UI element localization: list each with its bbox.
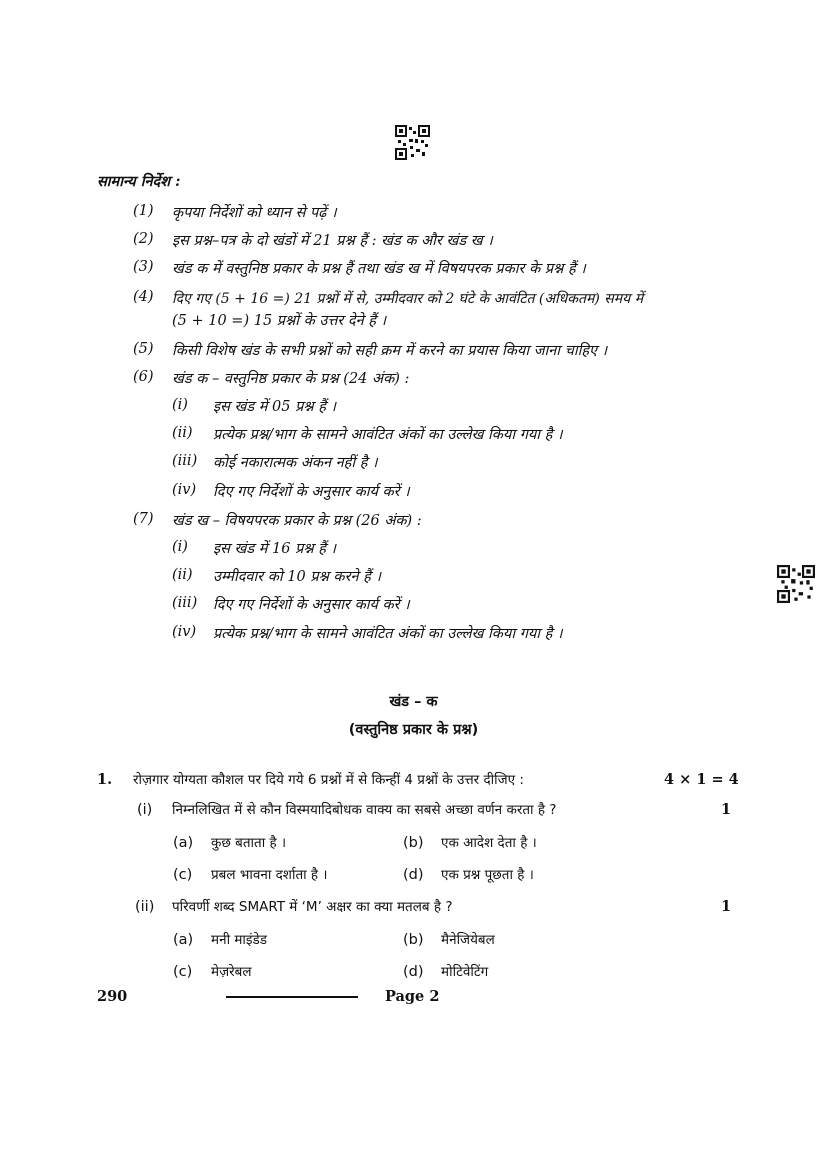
sub-instruction-number: (i): [172, 539, 188, 555]
option-label: (a): [173, 835, 194, 851]
part-number: (ii): [135, 899, 155, 915]
option-label: (d): [403, 867, 424, 883]
option-label: (c): [173, 867, 193, 883]
option-label: (b): [403, 932, 424, 948]
part-text: निम्नलिखित में से कौन विस्मयादिबोधक वाक्य का सबसे अच्छा वर्णन करता है ?: [172, 802, 557, 818]
instruction-number: (2): [133, 231, 154, 247]
question-marks: 4 × 1 = 4: [664, 771, 739, 788]
sub-instruction-text: प्रत्येक प्रश्न/भाग के सामने आवंटित अंकों का उल्लेख किया गया है ।: [213, 427, 563, 443]
sub-instruction-text: इस खंड में 05 प्रश्न हैं ।: [213, 399, 337, 415]
page-number: Page 2: [385, 988, 440, 1005]
instructions-heading: सामान्य निर्देश :: [97, 173, 181, 190]
option-text: कुछ बताता है ।: [211, 835, 287, 851]
part-number: (i): [137, 802, 153, 818]
part-marks: 1: [721, 801, 732, 818]
option-label: (b): [403, 835, 424, 851]
question-text: रोज़गार योग्यता कौशल पर दिये गये 6 प्रश्नों में से किन्हीं 4 प्रश्नों के उत्तर दीजिए :: [133, 772, 524, 788]
sub-instruction-text: दिए गए निर्देशों के अनुसार कार्य करें ।: [213, 484, 410, 500]
instruction-number: (3): [133, 259, 154, 275]
instruction-text-continued: (5 + 10 =) 15 प्रश्नों के उत्तर देने हैं ।: [172, 313, 387, 329]
instruction-text: खंड क में वस्तुनिष्ठ प्रकार के प्रश्न हैं तथा खंड ख में विषयपरक प्रकार के प्रश्न हैं ।: [172, 261, 586, 277]
sub-instruction-number: (iii): [172, 595, 198, 611]
paper-code: 290: [97, 988, 128, 1005]
sub-instruction-text: कोई नकारात्मक अंकन नहीं है ।: [213, 455, 378, 471]
option-text: मेज़रेबल: [211, 964, 252, 980]
instruction-text: दिए गए (5 + 16 =) 21 प्रश्नों में से, उम्मीदवार को 2 घंटे के आवंटित (अधिकतम) समय में: [172, 291, 644, 307]
option-text: एक आदेश देता है ।: [441, 835, 537, 851]
instruction-text: खंड ख – विषयपरक प्रकार के प्रश्न (26 अंक) :: [172, 513, 422, 529]
option-text: मनी माइंडेड: [211, 932, 267, 948]
instruction-text: खंड क – वस्तुनिष्ठ प्रकार के प्रश्न (24 अंक) :: [172, 371, 410, 387]
instruction-text: कृपया निर्देशों को ध्यान से पढ़ें ।: [172, 205, 337, 221]
option-label: (c): [173, 964, 193, 980]
part-marks: 1: [721, 898, 732, 915]
question-number: 1.: [97, 771, 113, 788]
option-text: मैनेजियेबल: [441, 932, 495, 948]
sub-instruction-text: उम्मीदवार को 10 प्रश्न करने हैं ।: [213, 569, 381, 585]
qr-code-top-icon: [395, 125, 430, 160]
option-text: प्रबल भावना दर्शाता है ।: [211, 867, 328, 883]
instruction-number: (5): [133, 341, 154, 357]
instruction-number: (1): [133, 203, 154, 219]
section-subtitle: (वस्तुनिष्ठ प्रकार के प्रश्न): [348, 722, 479, 738]
sub-instruction-number: (ii): [172, 425, 193, 441]
sub-instruction-number: (iv): [172, 482, 197, 498]
section-title: खंड – क: [389, 694, 438, 710]
sub-instruction-number: (iii): [172, 453, 198, 469]
option-text: एक प्रश्न पूछता है ।: [441, 867, 534, 883]
part-text: परिवर्णी शब्द SMART में ‘M’ अक्षर का क्या मतलब है ?: [172, 899, 453, 915]
option-label: (a): [173, 932, 194, 948]
instruction-text: किसी विशेष खंड के सभी प्रश्नों को सही क्रम में करने का प्रयास किया जाना चाहिए ।: [172, 343, 608, 359]
option-label: (d): [403, 964, 424, 980]
option-text: मोटिवेटिंग: [441, 964, 489, 980]
qr-code-side-icon: [777, 565, 815, 603]
sub-instruction-text: प्रत्येक प्रश्न/भाग के सामने आवंटित अंकों का उल्लेख किया गया है ।: [213, 626, 563, 642]
footer-rule: [226, 996, 358, 998]
instruction-number: (4): [133, 289, 154, 305]
sub-instruction-number: (ii): [172, 567, 193, 583]
sub-instruction-text: इस खंड में 16 प्रश्न हैं ।: [213, 541, 337, 557]
sub-instruction-number: (iv): [172, 624, 197, 640]
instruction-text: इस प्रश्न–पत्र के दो खंडों में 21 प्रश्न हैं : खंड क और खंड ख ।: [172, 233, 493, 249]
instruction-number: (7): [133, 511, 154, 527]
instruction-number: (6): [133, 369, 154, 385]
sub-instruction-number: (i): [172, 397, 188, 413]
sub-instruction-text: दिए गए निर्देशों के अनुसार कार्य करें ।: [213, 597, 410, 613]
